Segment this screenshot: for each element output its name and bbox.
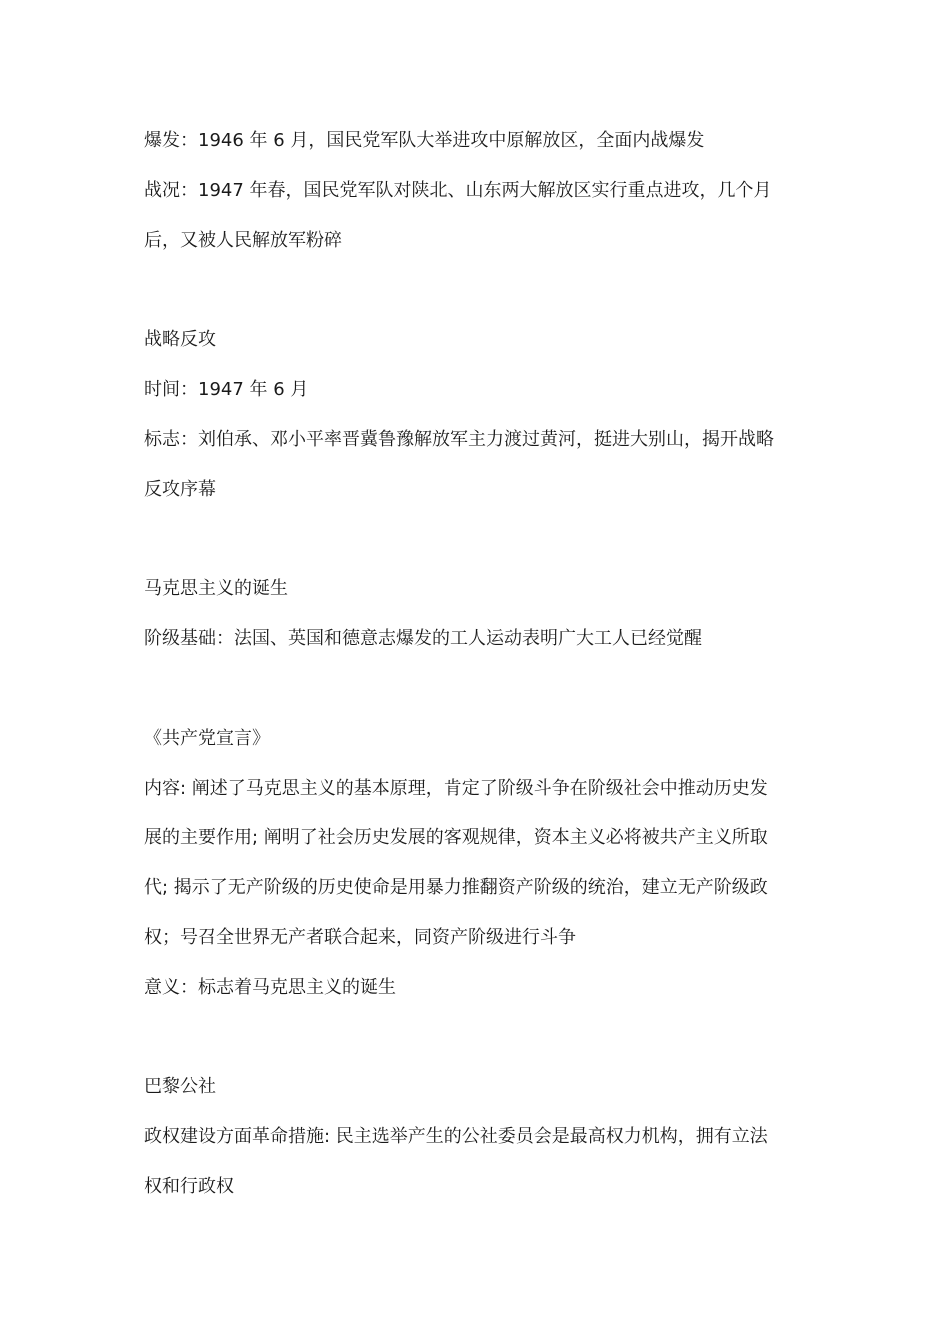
text-line: 代; 揭示了无产阶级的历史使命是用暴力推翻资产阶级的统治，建立无产阶级政 (144, 877, 768, 898)
text-line: 内容: 阐述了马克思主义的基本原理，肯定了阶级斗争在阶级社会中推动历史发 (144, 778, 768, 799)
section-heading: 《共产党宣言》 (144, 728, 270, 749)
text-line: 权；号召全世界无产者联合起来，同资产阶级进行斗争 (144, 927, 576, 948)
text-line: 权和行政权 (144, 1176, 234, 1197)
text-line: 展的主要作用; 阐明了社会历史发展的客观规律，资本主义必将被共产主义所取 (144, 827, 768, 848)
text-line: 后，又被人民解放军粉碎 (144, 230, 342, 251)
text-line: 意义：标志着马克思主义的诞生 (144, 977, 396, 998)
text-line: 阶级基础：法国、英国和德意志爆发的工人运动表明广大工人已经觉醒 (144, 628, 702, 649)
section-heading: 马克思主义的诞生 (144, 578, 288, 599)
text-line: 标志：刘伯承、邓小平率晋冀鲁豫解放军主力渡过黄河，挺进大别山，揭开战略 (144, 429, 774, 450)
text-line: 战况：1947 年春，国民党军队对陕北、山东两大解放区实行重点进攻，几个月 (144, 180, 772, 201)
text-line: 时间：1947 年 6 月 (144, 379, 309, 400)
section-heading: 巴黎公社 (144, 1076, 216, 1097)
text-line: 反攻序幕 (144, 479, 216, 500)
section-heading: 战略反攻 (144, 329, 216, 350)
text-line: 爆发：1946 年 6 月，国民党军队大举进攻中原解放区，全面内战爆发 (144, 130, 705, 151)
text-line: 政权建设方面革命措施: 民主选举产生的公社委员会是最高权力机构，拥有立法 (144, 1126, 768, 1147)
